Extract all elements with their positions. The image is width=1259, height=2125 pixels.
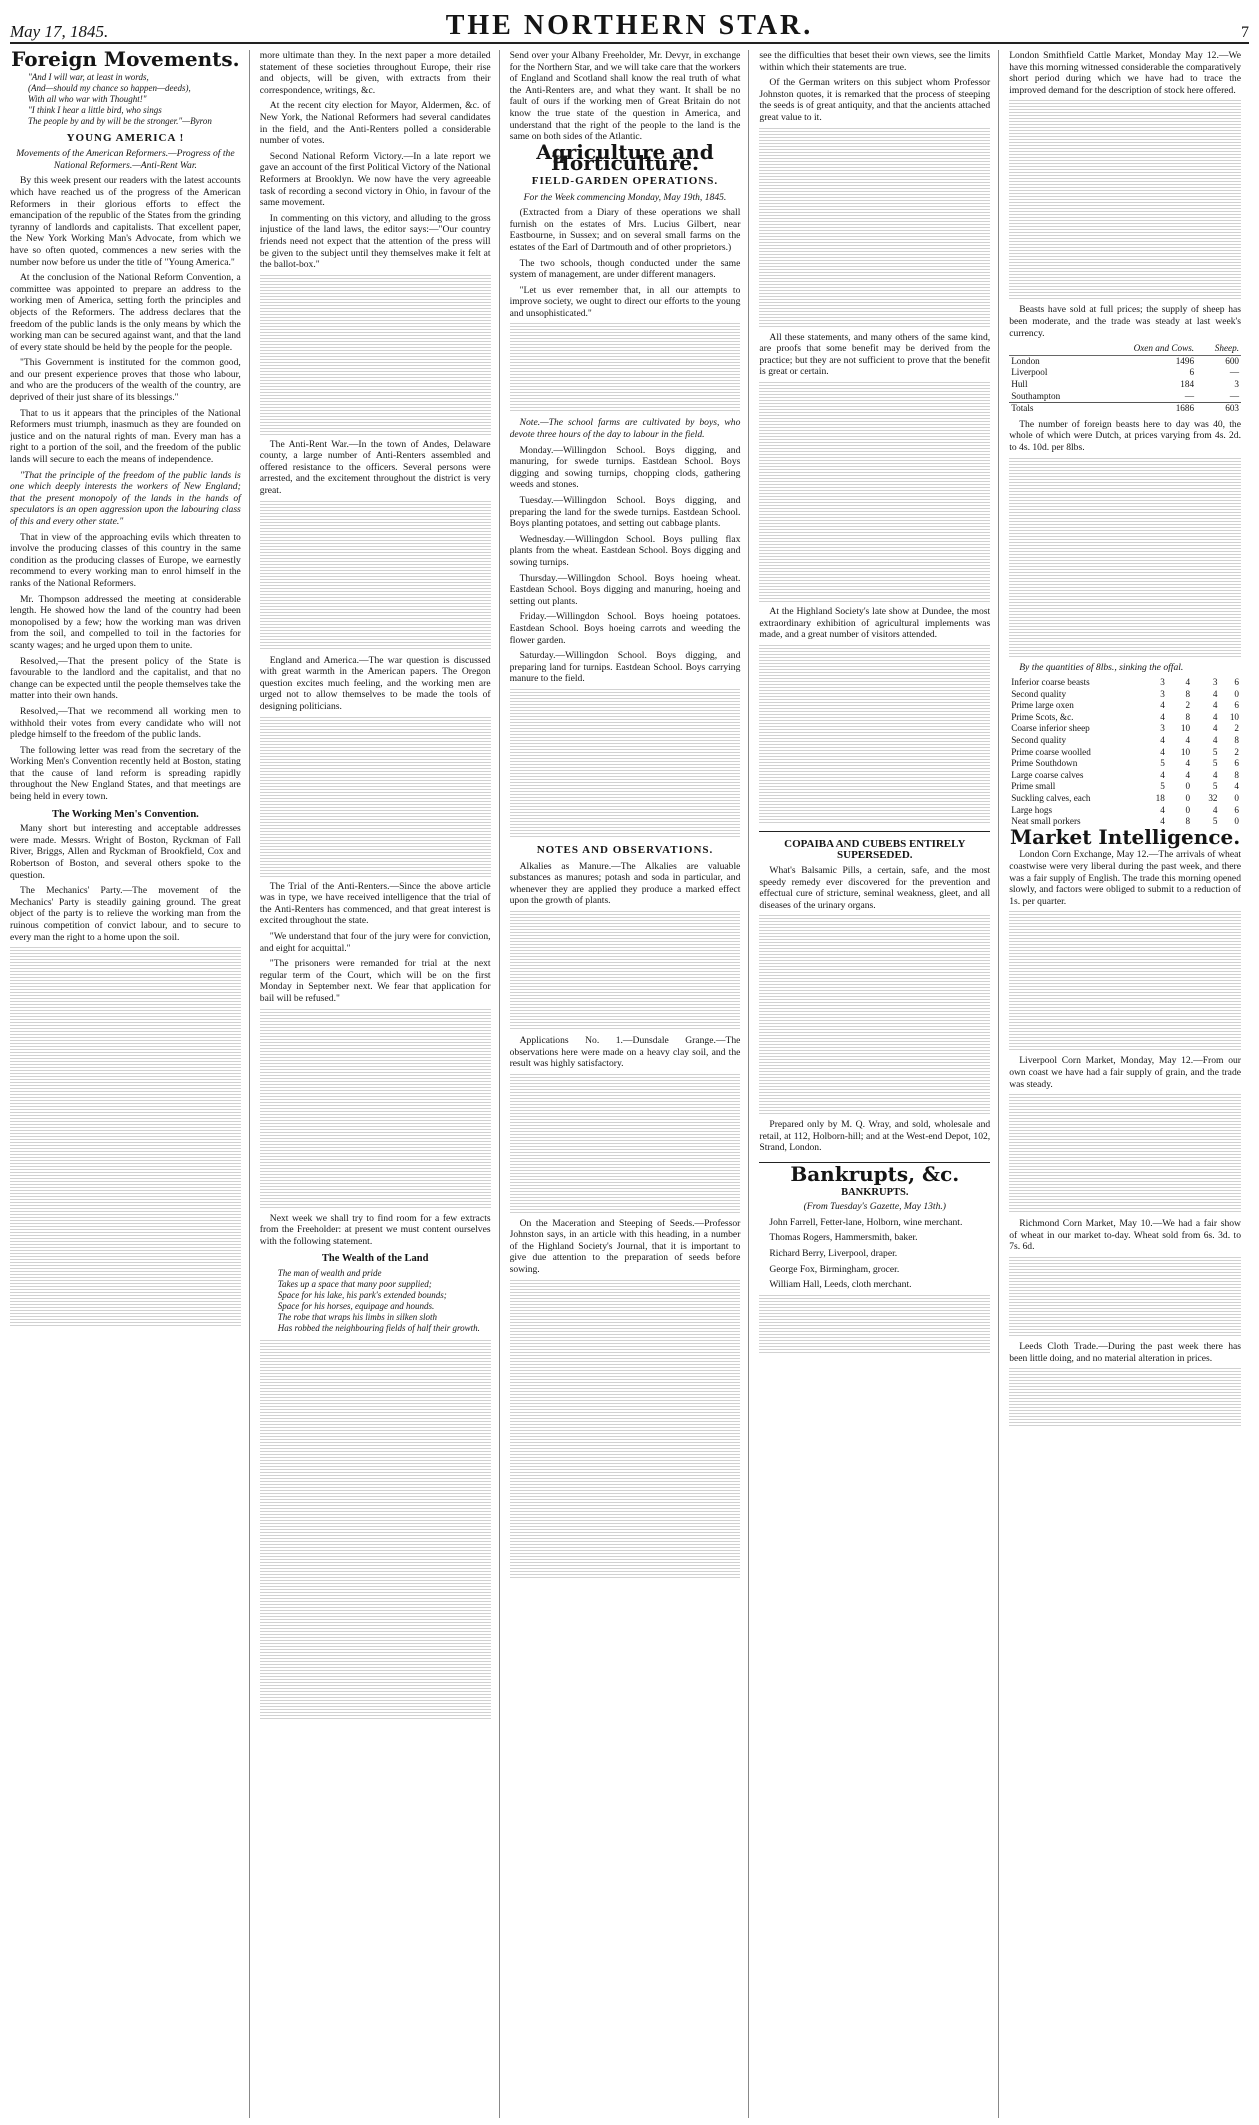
table-header — [1009, 343, 1093, 355]
price-cell: 4 — [1160, 746, 1165, 757]
paragraph: Resolved,—That we recommend all working men to withhold their votes from every candidate who will not pledge himself to the freedom of the public lands. — [10, 705, 241, 741]
price-cell: 4 — [1234, 781, 1239, 792]
bankrupt-entry: John Farrell, Fetter-lane, Holborn, wine merchant. — [769, 1216, 963, 1228]
price-label: Second quality — [1011, 735, 1067, 746]
paragraph: The following letter was read from the secretary of the Working Men's Convention recently held at Boston, stating that the cause of land reform is spreading rapidly throughout the New England States, and that meetings are being held in every town. — [10, 744, 241, 803]
paragraph: Resolved,—That the present policy of the State is favourable to the landlord and the capitalist, and that no change can be expected until the people themselves take the matter into their own hands. — [10, 655, 241, 702]
table-row — [1009, 391, 1241, 403]
price-label: Prime Southdown — [1011, 758, 1078, 769]
price-cell: 3 — [1160, 688, 1165, 699]
paragraph: more ultimate than they. In the next paper a more detailed statement of these societies throughout Europe, their rise and objects, will be given, with extracts from their correspondence, writings, &c. — [259, 50, 491, 96]
paragraph: Thursday.—Willingdon School. Boys hoeing wheat. Eastdean School. Boys digging and manuring, hoeing and setting out plants. — [509, 572, 741, 607]
table-cell: — — [1229, 367, 1239, 378]
price-cell: 8 — [1185, 688, 1191, 699]
price-cell: 6 — [1234, 677, 1239, 688]
price-cell: 8 — [1234, 769, 1239, 780]
epigraph — [28, 72, 241, 127]
price-cell: 3 — [1212, 677, 1218, 688]
price-label: Coarse inferior sheep — [1011, 723, 1090, 734]
price-label: Prime coarse woolled — [1011, 746, 1091, 757]
price-cell: 5 — [1212, 781, 1218, 792]
price-cell: 10 — [1229, 711, 1239, 722]
price-cell: 6 — [1234, 758, 1239, 769]
price-row — [1009, 747, 1241, 759]
price-row — [1009, 712, 1241, 724]
paragraph: By this week present our readers with the latest accounts which have reached us of the progress of the American Reformers in their glorious efforts to effect the emancipation of the republic of the States from the grinding tyranny of landlords and capitalists. That excellent paper, the New York Working Man's Advocate, from which we have so often quoted, commences a new series with the number now before us under the title of "Young America." — [10, 175, 241, 268]
price-cell: 0 — [1234, 816, 1239, 827]
price-cell: 4 — [1212, 711, 1218, 722]
poem-line: Space for his lake, his park's extended bounds; — [277, 1289, 447, 1300]
paragraph: Liverpool Corn Market, Monday, May 12.—From our own coast we have had a fair supply of grain, and the trade was steady. — [1009, 1055, 1241, 1090]
table-header: Oxen and Cows. — [1094, 343, 1197, 355]
paragraph: That to us it appears that the principles of the National Reformers must triumph, inasmuch as they are founded on justice and on the natural rights of man. Every man has a right to a portion of the soil, and the freedom of the public lands will secure to each the means of independence. — [10, 407, 241, 466]
advertisement — [759, 831, 990, 1163]
column-2 — [260, 50, 500, 2118]
text-continuation — [759, 915, 990, 1115]
paragraph: Many short but interesting and acceptable addresses were made. Messrs. Wright of Boston, Ryckman of Fall River, Briggs, Allen and Ryckman of Brookfield, Cox and Robertson of Boston, and several others spoke to the question. — [10, 823, 241, 881]
paragraph: Send over your Albany Freeholder, Mr. Devyr, in exchange for the Northern Star, and we will take care that the workers of England and Scotland shall know the real truth of what the Anti-Renters are, and what they want. It shall be no fault of ours if the working men of Great Britain do not know the true state of the question in America, and understand that the right of the people to the land is the same on both sides of the Atlantic. — [509, 50, 741, 143]
price-label: Prime small — [1011, 781, 1056, 792]
paragraph: At the Highland Society's late show at Dundee, the most extraordinary exhibition of agricultural implements was made, and a great number of visitors attended. — [759, 605, 991, 641]
table-cell: 1496 — [1175, 355, 1195, 366]
paragraph: "This Government is instituted for the common good, and our present experience proves that those who labour, and who are the producers of the wealth of the country, are deprived of their just share of its blessings." — [10, 357, 241, 404]
article-heading: NOTES AND OBSERVATIONS. — [536, 843, 714, 856]
text-continuation — [260, 275, 491, 435]
price-label: Prime Scots, &c. — [1011, 711, 1074, 722]
date-line: For the Week commencing Monday, May 19th, 1845. — [523, 191, 727, 203]
table-header: Sheep. — [1196, 343, 1241, 355]
price-cell: 6 — [1234, 700, 1239, 711]
advertisement-title: COPAIBA AND CUBEBS ENTIRELY SUPERSEDED. — [784, 837, 966, 862]
price-row — [1009, 677, 1241, 689]
paragraph: Monday.—Willingdon School. Boys digging, and manuring, for swede turnips. Eastdean School. Boys digging and sowing turnips, chopping clods, gathering weeds and stones. — [509, 444, 741, 491]
text-continuation — [260, 1340, 491, 1720]
paragraph: Friday.—Willingdon School. Boys hoeing potatoes. Eastdean School. Boys hoeing carrots and weeding the flower garden. — [509, 611, 741, 646]
paragraph: see the difficulties that beset their own views, see the limits within which their statements are true. — [759, 50, 991, 73]
price-cell: 2 — [1185, 700, 1191, 711]
paragraph: "Let us ever remember that, in all our attempts to improve society, we ought to direct our efforts to the young and unsophisticated." — [509, 284, 741, 319]
poem-title: The Wealth of the Land — [321, 1253, 429, 1265]
paragraph: Next week we shall try to find room for a few extracts from the Freeholder: at present we must content ourselves with the following statement. — [259, 1212, 491, 1247]
paragraph: "That the principle of the freedom of the public lands is one which deeply interests the workers of New England; that the present monopoly of the lands in the hands of speculators is an open aggression upon the labouring class of this and every other state." — [10, 469, 241, 527]
bankrupt-entry: William Hall, Leeds, cloth merchant. — [769, 1279, 912, 1291]
text-continuation — [260, 1009, 491, 1209]
paragraph: All these statements, and many others of the same kind, are proofs that some benefit may be derived from the practice; but they are not sufficient to prove that the benefit is great or certain. — [759, 331, 991, 378]
section-title-market-intelligence: Market Intelligence. — [1010, 824, 1241, 849]
bankrupts-note: (From Tuesday's Gazette, May 13th.) — [803, 1201, 946, 1213]
paragraph: By the quantities of 8lbs., sinking the offal. — [1019, 661, 1184, 673]
advertisement-text: Prepared only by M. Q. Wray, and sold, wholesale and retail, at 112, Holborn-hill; and at the West-end Depot, 102, Strand, London. — [759, 1119, 991, 1154]
bankrupt-entry: George Fox, Birmingham, grocer. — [769, 1263, 900, 1275]
price-label: Second quality — [1011, 688, 1067, 699]
poem-line: Takes up a space that many poor supplied; — [277, 1278, 432, 1289]
paragraph: The two schools, though conducted under the same system of management, are under different managers. — [509, 257, 741, 281]
price-cell: 3 — [1160, 723, 1165, 734]
price-cell: 4 — [1185, 677, 1191, 688]
paragraph: Of the German writers on this subject whom Professor Johnston quotes, it is remarked that the process of steeping the seeds is of great antiquity, and that the ancients attached great value to it. — [759, 77, 991, 123]
price-cell: 4 — [1160, 769, 1165, 780]
price-row — [1009, 689, 1241, 701]
price-label: Large coarse calves — [1011, 769, 1084, 780]
issue-date: May 17, 1845. — [10, 22, 109, 41]
price-cell: 4 — [1160, 700, 1165, 711]
bankrupt-entry: Richard Berry, Liverpool, draper. — [769, 1248, 898, 1260]
price-cell: 8 — [1234, 735, 1239, 746]
table-cell: London — [1011, 355, 1040, 366]
paragraph: The Trial of the Anti-Renters.—Since the above article was in type, we have received intelligence that the trial of the Anti-Renters has commenced, and that great interest is excited throughout the state. — [259, 880, 491, 927]
price-label: Prime large oxen — [1011, 700, 1074, 711]
price-cell: 2 — [1234, 723, 1239, 734]
price-cell: 5 — [1212, 816, 1218, 827]
paragraph: That in view of the approaching evils which threaten to involve the producing classes of this country in the same condition as the producing classes of Europe, we earnestly recommend to every working man to enrol himself in the ranks of the National Reformers. — [10, 531, 241, 589]
table-cell: Liverpool — [1011, 367, 1048, 378]
price-cell: 4 — [1185, 769, 1191, 780]
text-continuation — [260, 501, 491, 651]
price-label: Large hogs — [1011, 804, 1053, 815]
price-cell: 4 — [1185, 758, 1191, 769]
price-row — [1009, 735, 1241, 747]
price-cell: 4 — [1212, 723, 1218, 734]
poem — [278, 1268, 491, 1334]
epigraph-line: With all who war with Thought!" — [28, 93, 147, 104]
price-row — [1009, 758, 1241, 770]
article-heading: FIELD-GARDEN OPERATIONS. — [531, 174, 719, 187]
paragraph: Applications No. 1.—Dunsdale Grange.—The observations here were made on a heavy clay soil, and the result was highly satisfactory. — [509, 1034, 741, 1070]
paragraph: The Anti-Rent War.—In the town of Andes, Delaware county, a large number of Anti-Renters assembled and offered resistance to the officers. Several persons were arrested, and the excitement throughout the district is very great. — [259, 438, 491, 497]
price-cell: 0 — [1185, 793, 1191, 804]
price-cell: 6 — [1234, 804, 1239, 815]
section-title-agriculture: Agriculture and Horticulture. — [536, 139, 714, 176]
paragraph: (Extracted from a Diary of these operations we shall furnish on the estates of Mrs. Lucius Gilbert, near Eastbourne, in Sussex; and on several small farms on the estates of the Earl of Dartmouth and of other proprietors.) — [509, 207, 741, 253]
text-continuation — [1009, 1094, 1241, 1214]
table-cell: — — [1229, 390, 1239, 401]
text-continuation — [510, 1074, 741, 1214]
price-cell: 8 — [1185, 711, 1191, 722]
text-continuation — [759, 128, 990, 328]
paragraph: Second National Reform Victory.—In a late report we gave an account of the first Political Victory of the National Reformers at Brooklyn. We now have the very agreeable task of recording a second victory in Ohio, in favour of the same movement. — [259, 150, 491, 209]
price-cell: 4 — [1212, 804, 1218, 815]
paragraph: Mr. Thompson addressed the meeting at considerable length. He showed how the land of the country had been monopolised by a few; how the working man was driven from the soil, and compelled to toil in the factories for scanty wages; and he urged upon them to unite. — [10, 593, 241, 651]
table-cell: 600 — [1225, 355, 1239, 366]
price-cell: 3 — [1160, 677, 1165, 688]
paragraph: Note.—The school farms are cultivated by boys, who devote three hours of the day to labour in the field. — [509, 417, 741, 441]
table-cell: 1686 — [1094, 403, 1197, 415]
price-cell: 18 — [1155, 793, 1165, 804]
paragraph: The Mechanics' Party.—The movement of the Mechanics' Party is steadily gaining ground. The great object of the party is to relieve the working man from the ruinous competition of convict labour, and to secure to every man the right to a home upon the soil. — [10, 885, 241, 943]
price-cell: 0 — [1234, 793, 1239, 804]
price-cell: 0 — [1185, 781, 1191, 792]
table-cell: 603 — [1196, 403, 1241, 415]
table-cell: 6 — [1189, 367, 1195, 378]
price-cell: 8 — [1185, 816, 1191, 827]
column-4 — [759, 50, 999, 2118]
bankrupt-entry: Thomas Rogers, Hammersmith, baker. — [769, 1232, 918, 1244]
price-cell: 5 — [1160, 781, 1165, 792]
table-row — [1009, 367, 1241, 379]
text-continuation — [759, 382, 990, 602]
text-continuation — [1009, 1257, 1241, 1337]
price-cell: 4 — [1212, 700, 1218, 711]
price-cell: 5 — [1212, 758, 1218, 769]
paragraph: At the recent city election for Mayor, Aldermen, &c. of New York, the National Reformers had several candidates in the field, and the Anti-Renters polled a considerable number of votes. — [259, 100, 491, 147]
paragraph: Leeds Cloth Trade.—During the past week there has been little doing, and no material alteration in prices. — [1009, 1340, 1241, 1364]
table-header-row — [1009, 343, 1241, 355]
price-cell: 0 — [1185, 804, 1191, 815]
table-cell: Totals — [1009, 403, 1093, 415]
text-continuation — [1009, 458, 1241, 658]
paragraph: London Corn Exchange, May 12.—The arrivals of wheat coastwise were very liberal during the past week, and there was a fair supply of English. The trade this morning opened slowly, and factors were obliged to submit to a reduction of 1s. per quarter. — [1009, 849, 1241, 907]
newspaper-title: THE NORTHERN STAR. — [445, 10, 814, 41]
price-label: Inferior coarse beasts — [1011, 677, 1090, 688]
poem-line: The robe that wraps his limbs in silken sloth — [277, 1311, 437, 1322]
price-cell: 4 — [1212, 735, 1218, 746]
table-total-row — [1009, 403, 1241, 415]
paragraph: Tuesday.—Willingdon School. Boys digging, and preparing the land for the swede turnips. Eastdean School. Boys planting potatoes, and setting out cabbage plants. — [509, 495, 741, 530]
paragraph: Wednesday.—Willingdon School. Boys pulling flax plants from the wheat. Eastdean School. Boys digging and sowing turnips. — [509, 533, 741, 568]
price-cell: 4 — [1212, 688, 1218, 699]
text-continuation — [510, 689, 741, 839]
price-cell: 2 — [1234, 746, 1239, 757]
table-row — [1009, 355, 1241, 367]
paragraph: The number of foreign beasts here to day was 40, the whole of which were Dutch, at prices varying from 4s. 2d. to 4s. 10d. per 8lbs. — [1009, 418, 1241, 453]
price-label: Suckling calves, each — [1011, 793, 1091, 804]
text-continuation — [510, 1280, 741, 1580]
epigraph-line: "I think I hear a little bird, who sings — [28, 104, 162, 115]
paragraph: At the conclusion of the National Reform Convention, a committee was appointed to prepare an address to the working men of America, setting forth the principles and objects of the Reformers. The address declares that the freedom of the public lands is the only means by which the working man can be secured against want, and that the land of every state should be held by the people for the people. — [10, 272, 241, 353]
text-continuation — [1009, 1368, 1241, 1428]
column-3 — [510, 50, 750, 2118]
price-cell: 0 — [1234, 688, 1239, 699]
price-cell: 4 — [1185, 735, 1191, 746]
price-cell: 5 — [1160, 758, 1165, 769]
text-continuation — [260, 717, 491, 877]
page-number: 7 — [1241, 24, 1249, 41]
paragraph: Saturday.—Willingdon School. Boys digging, and preparing land for turnips. Eastdean School. Boys carrying manure to the field. — [509, 650, 741, 685]
paragraph: London Smithfield Cattle Market, Monday May 12.—We have this morning witnessed considerable the comparatively short period during which we have had to trace the improved demand for the description of stock here offered. — [1009, 50, 1241, 96]
price-cell: 32 — [1208, 793, 1218, 804]
text-continuation — [1009, 911, 1241, 1051]
price-row — [1009, 793, 1241, 805]
column-1 — [10, 50, 250, 2118]
table-cell: Southampton — [1011, 390, 1061, 401]
advertisement-text: What's Balsamic Pills, a certain, safe, and the most speedy remedy ever discovered for the prevention and effectual cure of stricture, seminal weakness, gleet, and all diseases of the urinary organs. — [759, 864, 991, 911]
paragraph: On the Maceration and Steeping of Seeds.—Professor Johnston says, in an article with this heading, in a number of the Highland Society's Journal, that it is important to give due attention to the preparation of seeds before sowing. — [509, 1217, 741, 1276]
paragraph: Alkalies as Manure.—The Alkalies are valuable substances as manures; potash and soda in particular, and whenever they are applied they produce a marked effect upon the growth of plants. — [509, 860, 741, 907]
poem-line: Has robbed the neighbouring fields of half their growth. — [277, 1322, 480, 1333]
poem-line: The man of wealth and pride — [277, 1267, 382, 1278]
table-row — [1009, 379, 1241, 391]
paragraph: "We understand that four of the jury were for conviction, and eight for acquittal." — [259, 931, 491, 954]
price-cell: 4 — [1160, 711, 1165, 722]
price-cell: 4 — [1212, 769, 1218, 780]
price-cell: 4 — [1160, 804, 1165, 815]
price-label: Neat small porkers — [1011, 816, 1081, 827]
epigraph-line: (And—should my chance so happen—deeds), — [28, 82, 191, 93]
text-continuation — [759, 645, 990, 825]
arrivals-table — [1009, 343, 1241, 415]
column-5 — [1009, 50, 1249, 2118]
price-cell: 10 — [1180, 746, 1191, 757]
text-continuation — [510, 911, 741, 1031]
paragraph: In commenting on this victory, and alluding to the gross injustice of the land laws, the editor says:—"Our country friends need not expect that the attention of the press will be given to the subject until they themselves make it felt at the ballot-box." — [259, 212, 491, 271]
paragraph: England and America.—The war question is discussed with great warmth in the American papers. The Oregon question excites much feeling, and the working men are urged not to allow themselves to be made the tools of designing politicians. — [259, 654, 491, 713]
article-heading: The Working Men's Convention. — [51, 808, 199, 820]
table-cell: Hull — [1011, 378, 1028, 389]
paragraph: Beasts have sold at full prices; the supply of sheep has been moderate, and the trade was steady at last week's currency. — [1009, 304, 1241, 339]
epigraph-line: "And I will war, at least in words, — [28, 71, 149, 82]
table-cell: 184 — [1180, 378, 1195, 389]
price-cell: 10 — [1180, 723, 1191, 734]
article-heading: YOUNG AMERICA ! — [66, 131, 185, 144]
poem-line: Space for his horses, equipage and hounds. — [277, 1300, 435, 1311]
section-title-bankrupts: Bankrupts, &c. — [790, 1162, 960, 1187]
price-row — [1009, 805, 1241, 817]
section-title-foreign-movements: Foreign Movements. — [11, 50, 240, 71]
page-header — [10, 10, 1249, 44]
price-cell: 4 — [1160, 735, 1165, 746]
text-continuation — [1009, 100, 1241, 300]
price-cell: 4 — [1160, 816, 1165, 827]
article-subheading: Movements of the American Reformers.—Progress of the National Reformers.—Anti-Rent War. — [16, 148, 235, 171]
price-cell: 5 — [1212, 746, 1218, 757]
paragraph: Richmond Corn Market, May 10.—We had a fair show of wheat in our market to-day. Wheat sold from 6s. 3d. to 7s. 6d. — [1009, 1218, 1241, 1253]
price-row — [1009, 781, 1241, 793]
bankrupts-heading: BANKRUPTS. — [841, 1186, 909, 1198]
table-cell: 3 — [1234, 378, 1239, 389]
epigraph-line: The people by and by will be the stronger."—Byron — [28, 115, 212, 126]
text-continuation — [10, 947, 241, 1327]
price-table — [1009, 677, 1241, 828]
price-row — [1009, 723, 1241, 735]
price-row — [1009, 770, 1241, 782]
paragraph: "The prisoners were remanded for trial at the next regular term of the Court, which will be on the first Monday in September next. We fear that application for bail will be refused." — [259, 958, 491, 1004]
text-continuation — [759, 1295, 990, 1355]
table-cell: — — [1184, 390, 1195, 401]
text-continuation — [510, 323, 741, 413]
price-row — [1009, 700, 1241, 712]
